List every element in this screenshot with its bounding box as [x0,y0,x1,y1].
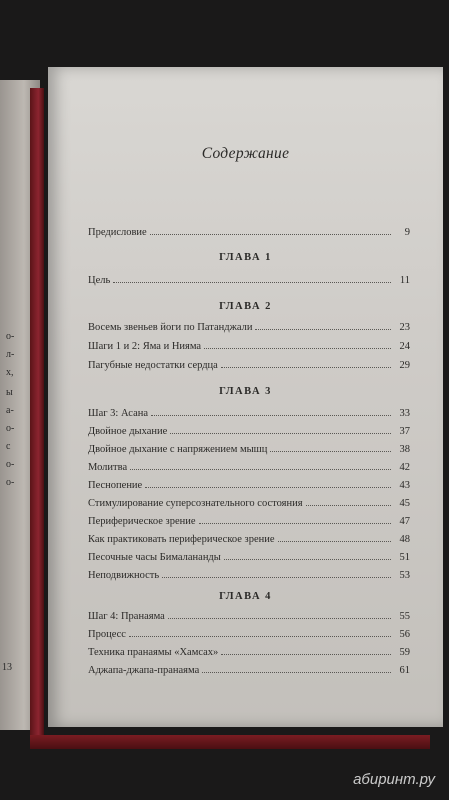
leader-dots [170,433,391,434]
leader-dots [129,636,391,637]
toc-entry [88,626,410,640]
left-page-text: ы [6,387,13,398]
toc-entry-label: Предисловие [88,227,147,238]
toc-entry [88,608,410,622]
leader-dots [224,559,391,560]
toc-entry [88,644,410,658]
leader-dots [270,451,391,452]
left-page-text: а- [6,405,14,416]
toc-entry-page: 37 [399,426,410,437]
book-spine-edge [30,88,44,748]
toc-entry [88,477,410,491]
toc-entry [88,531,410,545]
toc-entry [88,423,410,437]
toc-entry [88,495,410,509]
toc-entry [88,319,410,333]
toc-entry-label: Песнопение [88,480,143,491]
toc-entry-label: Шаг 4: Пранаяма [88,611,165,622]
left-page-text: о- [6,331,15,342]
toc-entry [88,441,410,455]
left-page-text: с [6,441,11,452]
toc-entry-page: 38 [399,444,410,455]
toc-entry-label: Техника пранаямы «Хамсах» [88,647,219,658]
toc-entry-label: Как практиковать периферическое зрение [88,534,275,545]
toc-entry-label: Шаги 1 и 2: Яма и Нияма [88,341,202,352]
leader-dots [113,282,391,283]
toc-entry-page: 53 [399,570,410,581]
toc-entry [88,549,410,563]
toc-entry-label: Стимулирование суперсознательного состояния [88,498,303,509]
left-page-text: х, [6,367,14,378]
toc-entry-label: Цель [88,275,111,286]
toc-entry-page: 56 [399,629,410,640]
left-page-text: о- [6,477,15,488]
site-watermark: абиринт.ру [353,771,435,788]
toc-entry-page: 42 [399,462,410,473]
toc-entry-page: 33 [399,408,410,419]
toc-entry-label: Песочные часы Бималананды [88,552,221,563]
leader-dots [199,523,392,524]
left-page-number: 13 [2,662,12,673]
toc-entry-label: Двойное дыхание с напряжением мышц [88,444,268,455]
toc-entry [88,459,410,473]
leader-dots [162,577,391,578]
toc-entry-page: 48 [399,534,410,545]
toc-entry-page: 11 [399,275,410,286]
leader-dots [168,618,391,619]
toc-entry-page: 24 [399,341,410,352]
toc-entry [88,513,410,527]
left-page-text: л- [6,349,15,360]
toc-entry [88,405,410,419]
book-bottom-edge [30,735,430,749]
leader-dots [151,415,391,416]
leader-dots [306,505,391,506]
toc-entry-label: Молитва [88,462,128,473]
chapter-heading: ГЛАВА 4 [219,591,272,602]
toc-entry-label: Пагубные недостатки сердца [88,360,218,371]
toc-entry-page: 61 [399,665,410,676]
left-page-text: о- [6,459,15,470]
leader-dots [278,541,391,542]
toc-entry [88,272,410,286]
toc-entry [88,662,410,676]
toc-entry-page: 55 [399,611,410,622]
toc-entry-label: Периферическое зрение [88,516,196,527]
leader-dots [150,234,391,235]
chapter-heading: ГЛАВА 2 [219,301,272,312]
leader-dots [130,469,391,470]
leader-dots [255,329,391,330]
toc-entry-page: 51 [399,552,410,563]
toc-title: Содержание [201,145,290,162]
toc-entry-label: Восемь звеньев йоги по Патанджали [88,322,253,333]
toc-entry-page: 9 [404,227,410,238]
leader-dots [221,654,391,655]
toc-entry-page: 29 [399,360,410,371]
leader-dots [202,672,391,673]
toc-entry-page: 59 [399,647,410,658]
toc-entry-label: Неподвижность [88,570,160,581]
left-page-text: о- [6,423,15,434]
toc-entry-page: 47 [399,516,410,527]
chapter-heading: ГЛАВА 1 [219,252,272,263]
leader-dots [204,348,391,349]
toc-entry-label: Шаг 3: Асана [88,408,149,419]
toc-entry-label: Двойное дыхание [88,426,168,437]
leader-dots [221,367,391,368]
toc-entry-label: Процесс [88,629,126,640]
toc-entry [88,224,410,238]
toc-entry [88,567,410,581]
toc-entry-page: 23 [399,322,410,333]
toc-entry-label: Аджапа-джапа-пранаяма [88,665,200,676]
leader-dots [145,487,391,488]
chapter-heading: ГЛАВА 3 [219,386,272,397]
toc-entry-page: 45 [399,498,410,509]
toc-entry-page: 43 [399,480,410,491]
toc-page [48,67,443,727]
toc-entry [88,357,410,371]
toc-entry [88,338,410,352]
